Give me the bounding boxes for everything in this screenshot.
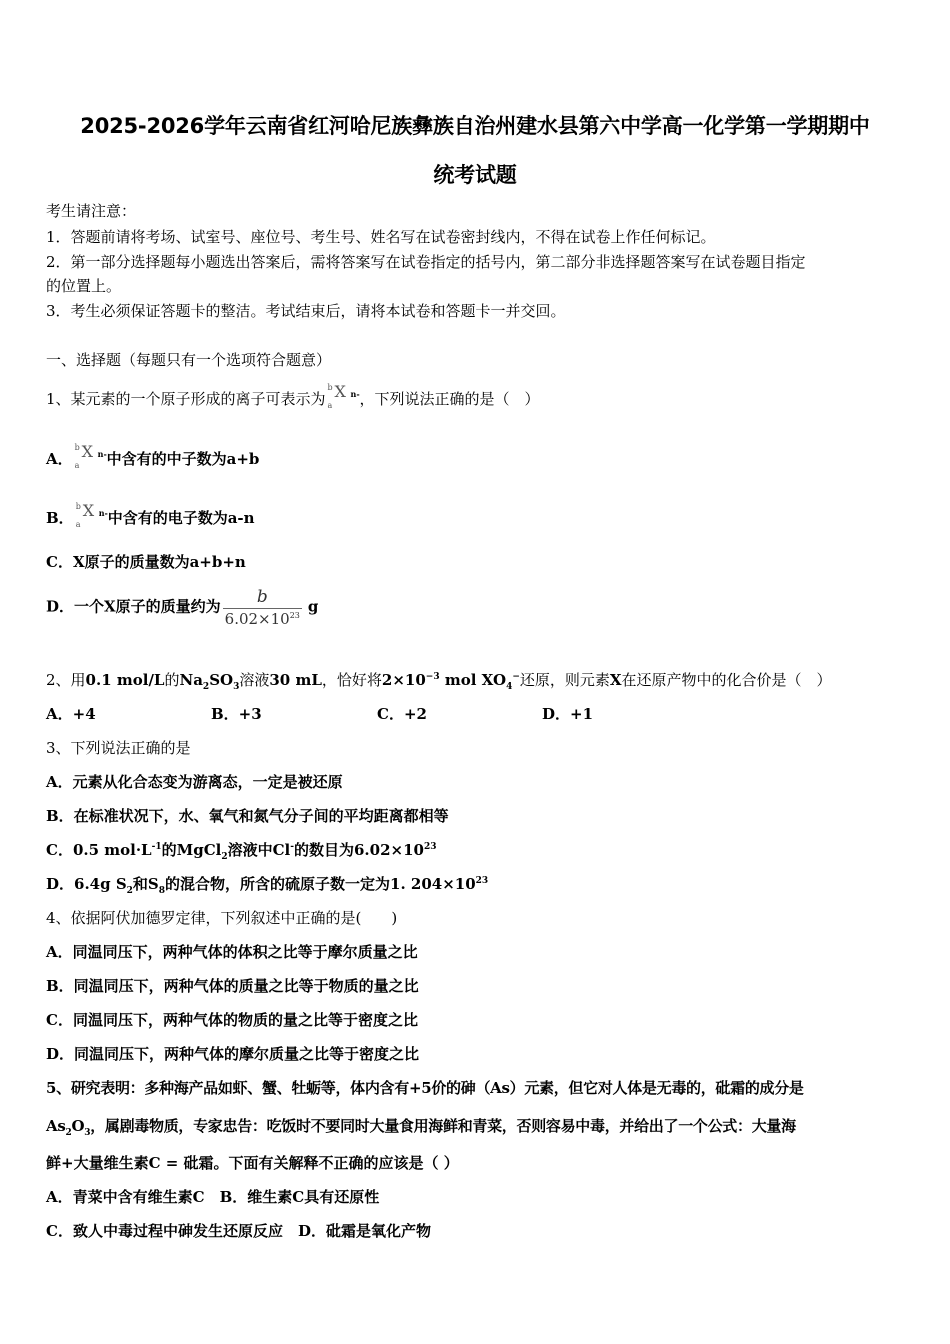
nuclide-symbol [74, 501, 108, 529]
q2-amount [381, 671, 520, 692]
nuclide-symbol [73, 442, 107, 470]
option-sup: 23 [475, 876, 489, 886]
formula-charge: − [512, 672, 520, 682]
denominator-exponent: 23 [289, 611, 300, 620]
formula-sub: 3 [233, 682, 240, 692]
option-text: C．0.5 mol·L [46, 841, 152, 859]
option-sub: 2 [126, 886, 133, 896]
q3-option-a: A．元素从化合态变为游离态，一定是被还原 [46, 773, 343, 791]
q2-volume: 30 mL [269, 671, 322, 689]
q2-formula-na2so3 [179, 671, 240, 692]
fraction-denominator [223, 608, 302, 629]
option-text: D．一个X原子的质量约为 [46, 597, 221, 616]
amount-base: 2×10 [381, 671, 426, 689]
q4-stem: 4、依据阿伏加德罗定律，下列叙述中正确的是( ) [46, 909, 398, 927]
option-text: 的混合物，所含的硫原子数一定为1. 204×10 [165, 875, 476, 893]
q2-text: 的 [164, 671, 180, 689]
q3-option-d [46, 874, 488, 894]
q1-stem-text: 1、某元素的一个原子形成的离子可表示为 [46, 390, 326, 408]
exam-title-line-2: 统考试题 [433, 163, 517, 187]
option-label: A． [46, 450, 73, 468]
q5-stem-line-1: 5、研究表明：多种海产品如虾、蟹、牡蛎等，体内含有+5价的砷（As）元素，但它对人体是无毒的，砒霜的成分是 [46, 1079, 804, 1097]
mass-number: b [327, 383, 333, 392]
notice-item-2-cont: 的位置上。 [46, 277, 122, 295]
q4-option-c: C．同温同压下，两种气体的物质的量之比等于密度之比 [46, 1011, 418, 1029]
option-text: 的数目为6.02×10 [294, 841, 424, 859]
q2-element: X [609, 671, 622, 689]
element-symbol: X [334, 382, 346, 401]
q1-option-c: C．X原子的质量数为a+b+n [46, 553, 246, 571]
ion-charge: n- [97, 449, 107, 459]
nuclide-symbol [326, 382, 360, 410]
q3-stem: 3、下列说法正确的是 [46, 739, 191, 757]
element-symbol: X [82, 501, 95, 520]
q3-option-c [46, 840, 437, 860]
q2-text: 溶液 [239, 671, 270, 689]
atomic-number: a [327, 401, 333, 410]
option-label: B． [46, 509, 74, 527]
q1-option-a [46, 442, 260, 470]
denominator-base: 6.02×10 [224, 610, 290, 628]
option-text: D．6.4g S [46, 875, 127, 893]
option-sup: 23 [423, 842, 437, 852]
option-sub: 8 [158, 886, 166, 896]
amount-exponent: −3 [425, 672, 440, 682]
option-text: 溶液中Cl [227, 841, 291, 859]
q4-option-b: B．同温同压下，两种气体的质量之比等于物质的量之比 [46, 977, 419, 995]
formula-part: Na [179, 671, 203, 689]
q5-stem-line-3: 鲜+大量维生素C = 砒霜。下面有关解释不正确的应该是（ ） [46, 1154, 459, 1172]
ion-charge: n- [350, 389, 360, 399]
formula-part: SO [209, 671, 234, 689]
q1-stem-tail: ，下列说法正确的是（ ） [359, 390, 540, 408]
q1-stem [46, 382, 540, 410]
q5-options-ab: A．青菜中含有维生素C B．维生素C具有还原性 [46, 1188, 380, 1206]
formula-sub: 2 [202, 682, 210, 692]
q2-text: 还原，则元素 [519, 671, 610, 689]
section-heading: 一、选择题（每题只有一个选项符合题意） [46, 351, 332, 369]
ion-charge: n- [98, 508, 108, 518]
fraction-numerator: b [256, 587, 268, 607]
option-sup: -1 [151, 842, 162, 852]
mass-number: b [74, 443, 80, 452]
formula-sub: 4 [506, 682, 513, 692]
q2-concentration: 0.1 mol/L [85, 671, 165, 689]
q2-text: ，恰好将 [321, 671, 382, 689]
exam-title-line-1: 2025-2026学年云南省红河哈尼族彝族自治州建水县第六中学高一化学第一学期期中 [80, 114, 870, 138]
option-text: 中含有的电子数为a-n [107, 509, 255, 527]
option-sub: 2 [221, 852, 228, 862]
q2-option-b: B．+3 [211, 705, 262, 723]
q1-option-b [46, 501, 255, 529]
option-sup: - [290, 842, 294, 852]
mass-number: b [75, 502, 81, 511]
element-symbol: X [81, 442, 94, 461]
option-unit: g [307, 597, 319, 616]
q2-option-c: C．+2 [377, 705, 427, 723]
option-text: 中含有的中子数为a+b [106, 450, 260, 468]
formula-sub: 3 [84, 1128, 91, 1138]
formula-part: O [71, 1117, 85, 1135]
q2-stem [46, 670, 832, 690]
stem-text: ，属剧毒物质，专家忠告：吃饭时不要同时大量食用海鲜和青菜，否则容易中毒，并给出了一个公式：大量海 [90, 1117, 796, 1135]
notice-item-1: 1．答题前请将考场、试室号、座位号、考生号、姓名写在试卷密封线内，不得在试卷上作任何标记。 [46, 228, 716, 246]
formula-part: As [46, 1117, 66, 1135]
q2-text: 2、用 [46, 671, 86, 689]
q3-option-b: B．在标准状况下，水、氧气和氮气分子间的平均距离都相等 [46, 807, 449, 825]
formula-part: mol XO [439, 671, 507, 689]
q4-option-a: A．同温同压下，两种气体的体积之比等于摩尔质量之比 [46, 943, 418, 961]
q5-options-cd: C．致人中毒过程中砷发生还原反应 D．砒霜是氧化产物 [46, 1222, 431, 1240]
notice-item-2: 2．第一部分选择题每小题选出答案后，需将答案写在试卷指定的括号内，第二部分非选择题答案写在试卷题目指定 [46, 253, 806, 271]
q5-stem-line-2 [46, 1116, 796, 1136]
notice-heading: 考生请注意： [46, 202, 137, 220]
atomic-number: a [74, 461, 80, 470]
q4-option-d: D．同温同压下，两种气体的摩尔质量之比等于密度之比 [46, 1045, 420, 1063]
q2-text: 在还原产物中的化合价是（ ） [621, 671, 832, 689]
atomic-number: a [75, 520, 81, 529]
option-text: 和S [132, 875, 159, 893]
formula-sub: 2 [65, 1128, 72, 1138]
option-text: 的MgCl [161, 841, 222, 859]
q1-option-d [46, 586, 318, 629]
q2-option-d: D．+1 [542, 705, 594, 723]
mass-fraction [223, 586, 302, 629]
notice-item-3: 3．考生必须保证答题卡的整洁。考试结束后，请将本试卷和答题卡一并交回。 [46, 302, 566, 320]
q2-option-a: A．+4 [46, 705, 96, 723]
